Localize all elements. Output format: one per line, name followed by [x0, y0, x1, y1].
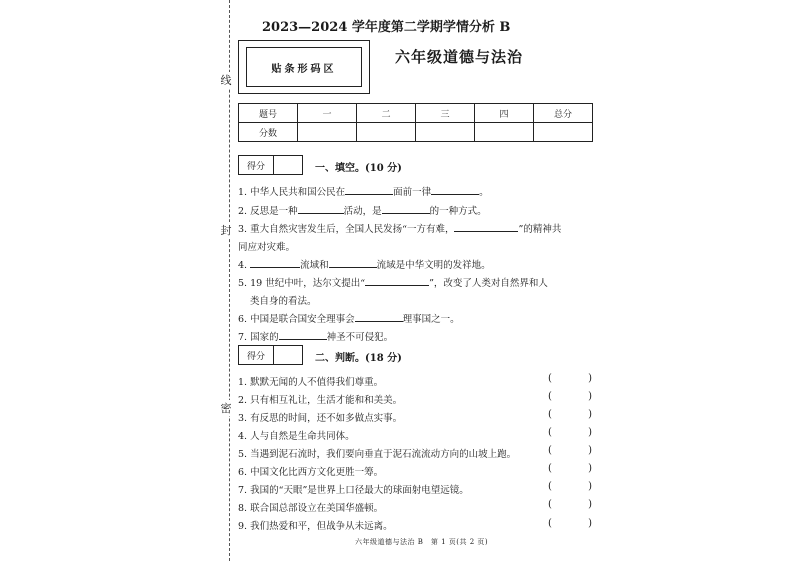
judge-answer-7[interactable]	[548, 481, 592, 492]
question-text: 理事国之一。	[402, 314, 460, 325]
paren-open: (	[548, 463, 552, 474]
question-text: 中华人民共和国公民在	[250, 187, 346, 198]
fill-question-7	[238, 329, 393, 343]
fill-question-5	[238, 275, 548, 289]
section1-score-box	[238, 155, 303, 175]
section2-title: 二、判断。(18 分)	[315, 353, 402, 364]
question-number: 2.	[238, 206, 248, 217]
answer-blank[interactable]	[454, 222, 518, 232]
answer-blank[interactable]	[298, 204, 344, 214]
question-text: 反思是一种	[250, 206, 298, 217]
question-number: 5.	[238, 278, 248, 289]
score-cell[interactable]	[475, 123, 534, 142]
binding-label-secret: 密	[218, 400, 234, 416]
question-number: 4.	[238, 260, 248, 271]
section1-score-blank[interactable]	[274, 156, 302, 174]
judge-question-6: 6. 中国文化比西方文化更胜一筹。	[238, 467, 384, 478]
judge-answer-6[interactable]	[548, 463, 592, 474]
question-text: 。	[479, 187, 489, 198]
answer-blank[interactable]	[382, 204, 430, 214]
question-text: 类自身的看法。	[250, 296, 317, 307]
answer-blank[interactable]	[279, 330, 327, 340]
barcode-label: 贴条形码区	[246, 47, 362, 87]
score-cell[interactable]	[298, 123, 357, 142]
fill-question-1	[238, 184, 489, 198]
question-number: 3.	[238, 224, 248, 235]
question-text: ”，改变了人类对自然界和人	[429, 278, 548, 289]
answer-blank[interactable]	[329, 258, 377, 268]
answer-blank[interactable]	[355, 312, 403, 322]
question-text: 同应对灾难。	[238, 242, 296, 253]
section1-title: 一、填空。(10 分)	[315, 163, 402, 174]
judge-question-9: 9. 我们热爱和平，但战争从未远离。	[238, 521, 393, 532]
question-text: 中国是联合国安全理事会	[250, 314, 355, 325]
paren-close: )	[588, 445, 592, 456]
question-text: 神圣不可侵犯。	[326, 332, 394, 343]
paren-open: (	[548, 445, 552, 456]
question-text: 活动，是	[343, 206, 382, 217]
judge-answer-5[interactable]	[548, 445, 592, 456]
subject-title: 六年级道德与法治	[395, 48, 524, 66]
judge-answer-9[interactable]	[548, 518, 592, 529]
question-text: ”的精神共	[518, 224, 562, 235]
section2-score-blank[interactable]	[274, 346, 302, 364]
score-table-column: 三	[416, 104, 475, 123]
score-cell[interactable]	[416, 123, 475, 142]
fill-question-3	[238, 221, 561, 235]
paren-close: )	[588, 409, 592, 420]
score-table-row-label: 题号	[239, 104, 298, 123]
section2-score-label: 得分	[239, 346, 274, 364]
question-number: 1.	[238, 187, 248, 198]
score-table-column: 一	[298, 104, 357, 123]
fill-question-2	[238, 203, 487, 217]
binding-label-seal: 封	[218, 222, 234, 238]
paren-open: (	[548, 499, 552, 510]
answer-blank[interactable]	[250, 258, 300, 268]
paren-close: )	[588, 499, 592, 510]
score-cell[interactable]	[534, 123, 593, 142]
question-text: 面前一律	[393, 187, 432, 198]
paren-close: )	[588, 518, 592, 529]
judge-answer-4[interactable]	[548, 427, 592, 438]
question-text: 19 世纪中叶，达尔文提出“	[250, 278, 366, 289]
judge-question-4: 4. 人与自然是生命共同体。	[238, 431, 355, 442]
judge-answer-3[interactable]	[548, 409, 592, 420]
barcode-area	[238, 40, 370, 94]
paren-open: (	[548, 427, 552, 438]
paren-close: )	[588, 481, 592, 492]
score-table-column: 四	[475, 104, 534, 123]
judge-answer-2[interactable]	[548, 391, 592, 402]
fill-question-3-continued	[238, 239, 295, 253]
answer-blank[interactable]	[345, 185, 393, 195]
score-table-header-row	[239, 104, 593, 123]
paren-open: (	[548, 481, 552, 492]
judge-question-2: 2. 只有相互礼让，生活才能和和美美。	[238, 395, 403, 406]
question-text: 国家的	[250, 332, 279, 343]
judge-question-5: 5. 当遇到泥石流时，我们要向垂直于泥石流流动方向的山坡上跑。	[238, 449, 517, 460]
question-text: 流域是中华文明的发祥地。	[376, 260, 491, 271]
fill-question-5-continued	[250, 293, 317, 307]
score-table-score-row	[239, 123, 593, 142]
score-table-row-label: 分数	[239, 123, 298, 142]
fill-question-6	[238, 311, 460, 325]
question-text: 的一种方式。	[429, 206, 487, 217]
paren-open: (	[548, 373, 552, 384]
paren-close: )	[588, 373, 592, 384]
section2-score-box	[238, 345, 303, 365]
paren-open: (	[548, 409, 552, 420]
binding-label-line: 线	[218, 72, 234, 88]
question-number: 6.	[238, 314, 248, 325]
score-table	[238, 103, 593, 142]
answer-blank[interactable]	[365, 276, 429, 286]
paren-close: )	[588, 463, 592, 474]
paren-close: )	[588, 427, 592, 438]
section1-score-label: 得分	[239, 156, 274, 174]
score-table-column: 二	[357, 104, 416, 123]
judge-question-7: 7. 我国的“天眼”是世界上口径最大的球面射电望远镜。	[238, 485, 469, 496]
judge-answer-1[interactable]	[548, 373, 592, 384]
page-footer: 六年级道德与法治 B 第 1 页(共 2 页)	[355, 538, 489, 546]
fill-question-4	[238, 257, 491, 271]
answer-blank[interactable]	[431, 185, 479, 195]
paren-close: )	[588, 391, 592, 402]
question-text: 流域和	[300, 260, 329, 271]
judge-question-8: 8. 联合国总部设立在美国华盛顿。	[238, 503, 384, 514]
judge-question-3: 3. 有反思的时间，还不如多做点实事。	[238, 413, 403, 424]
score-table-column: 总分	[534, 104, 593, 123]
judge-question-1: 1. 默默无闻的人不值得我们尊重。	[238, 377, 384, 388]
score-cell[interactable]	[357, 123, 416, 142]
judge-answer-8[interactable]	[548, 499, 592, 510]
question-text: 重大自然灾害发生后，全国人民发扬“一方有难，	[250, 224, 455, 235]
paren-open: (	[548, 391, 552, 402]
paren-open: (	[548, 518, 552, 529]
question-number: 7.	[238, 332, 248, 343]
exam-title: 2023—2024 学年度第二学期学情分析 B	[262, 20, 511, 35]
